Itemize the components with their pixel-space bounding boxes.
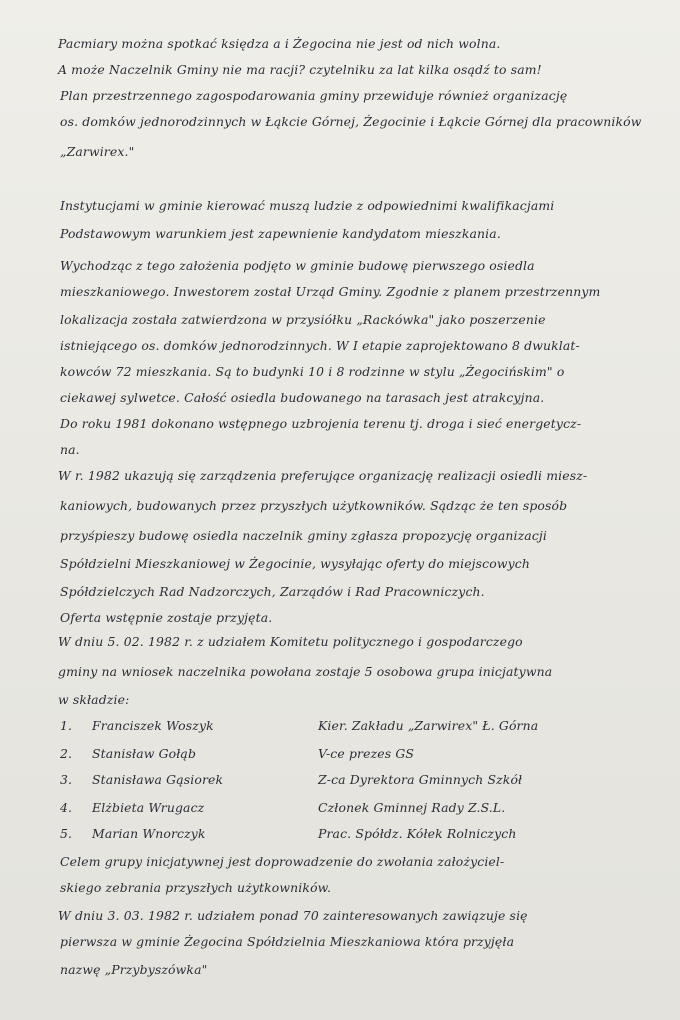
text-line: lokalizacja została zatwierdzona w przysiółku „Rackówka" jako poszerzenie [60, 312, 546, 327]
member-role: V-ce prezes GS [318, 746, 415, 761]
text-line: W r. 1982 ukazują się zarządzenia preferujące organizację realizacji osiedli miesz- [58, 468, 588, 483]
text-line: nazwę „Przybyszówka" [60, 962, 208, 977]
text-line: Plan przestrzennego zagospodarowania gminy przewiduje również organizację [60, 88, 568, 103]
text-line: Spółdzielni Mieszkaniowej w Żegocinie, wysyłając oferty do miejscowych [60, 556, 531, 571]
text-line: kowców 72 mieszkania. Są to budynki 10 i 8 rodzinne w stylu „Żegocińskim" o [60, 364, 565, 379]
member-role: Członek Gminnej Rady Z.S.L. [318, 800, 506, 815]
member-number: 1. [60, 718, 73, 733]
text-line: mieszkaniowego. Inwestorem został Urząd Gminy. Zgodnie z planem przestrzennym [60, 284, 601, 299]
text-line: Do roku 1981 dokonano wstępnego uzbrojenia terenu tj. droga i sieć energetycz- [60, 416, 582, 431]
member-role: Prac. Spółdz. Kółek Rolniczych [318, 826, 517, 841]
text-line: Pacmiary można spotkać księdza a i Żegocina nie jest od nich wolna. [58, 36, 501, 51]
text-line: Wychodząc z tego założenia podjęto w gminie budowę pierwszego osiedla [60, 258, 535, 273]
member-number: 4. [60, 800, 73, 815]
member-number: 5. [60, 826, 73, 841]
text-line: Spółdzielczych Rad Nadzorczych, Zarządów i Rad Pracowniczych. [60, 584, 485, 599]
text-line: kaniowych, budowanych przez przyszłych użytkowników. Sądząc że ten sposób [60, 498, 568, 513]
text-line: A może Naczelnik Gminy nie ma racji? czytelniku za lat kilka osądź to sam! [58, 62, 542, 77]
member-name: Franciszek Woszyk [92, 718, 214, 733]
text-line: „Zarwirex." [60, 144, 135, 159]
text-line: W dniu 3. 03. 1982 r. udziałem ponad 70 zainteresowanych zawiązuje się [58, 908, 528, 923]
member-name: Marian Wnorczyk [92, 826, 206, 841]
member-name: Elżbieta Wrugacz [92, 800, 205, 815]
text-line: os. domków jednorodzinnych w Łąkcie Górnej, Żegocinie i Łąkcie Górnej dla pracowników [60, 114, 642, 129]
member-role: Z-ca Dyrektora Gminnych Szkół [318, 772, 523, 787]
member-name: Stanisław Gołąb [92, 746, 197, 761]
text-line: W dniu 5. 02. 1982 r. z udziałem Komitetu politycznego i gospodarczego [58, 634, 523, 649]
text-line: na. [60, 442, 80, 457]
member-name: Stanisława Gąsiorek [92, 772, 224, 787]
text-line: Podstawowym warunkiem jest zapewnienie kandydatom mieszkania. [60, 226, 501, 241]
text-line: gminy na wniosek naczelnika powołana zostaje 5 osobowa grupa inicjatywna [58, 664, 553, 679]
member-number: 3. [60, 772, 73, 787]
text-line: ciekawej sylwetce. Całość osiedla budowanego na tarasach jest atrakcyjna. [60, 390, 545, 405]
text-line: Instytucjami w gminie kierować muszą ludzie z odpowiednimi kwalifikacjami [60, 198, 555, 213]
text-line: Celem grupy inicjatywnej jest doprowadzenie do zwołania założyciel- [60, 854, 505, 869]
member-role: Kier. Zakładu „Zarwirex" Ł. Górna [318, 718, 539, 733]
text-line: pierwsza w gminie Żegocina Spółdzielnia Mieszkaniowa która przyjęła [60, 934, 515, 949]
text-line: istniejącego os. domków jednorodzinnych. W I etapie zaprojektowano 8 dwuklat- [60, 338, 580, 353]
text-line: Oferta wstępnie zostaje przyjęta. [60, 610, 273, 625]
text-line: w składzie: [58, 692, 130, 707]
text-line: przyśpieszy budowę osiedla naczelnik gminy zgłasza propozycję organizacji [60, 528, 548, 543]
member-number: 2. [60, 746, 73, 761]
text-line: skiego zebrania przyszłych użytkowników. [60, 880, 332, 895]
